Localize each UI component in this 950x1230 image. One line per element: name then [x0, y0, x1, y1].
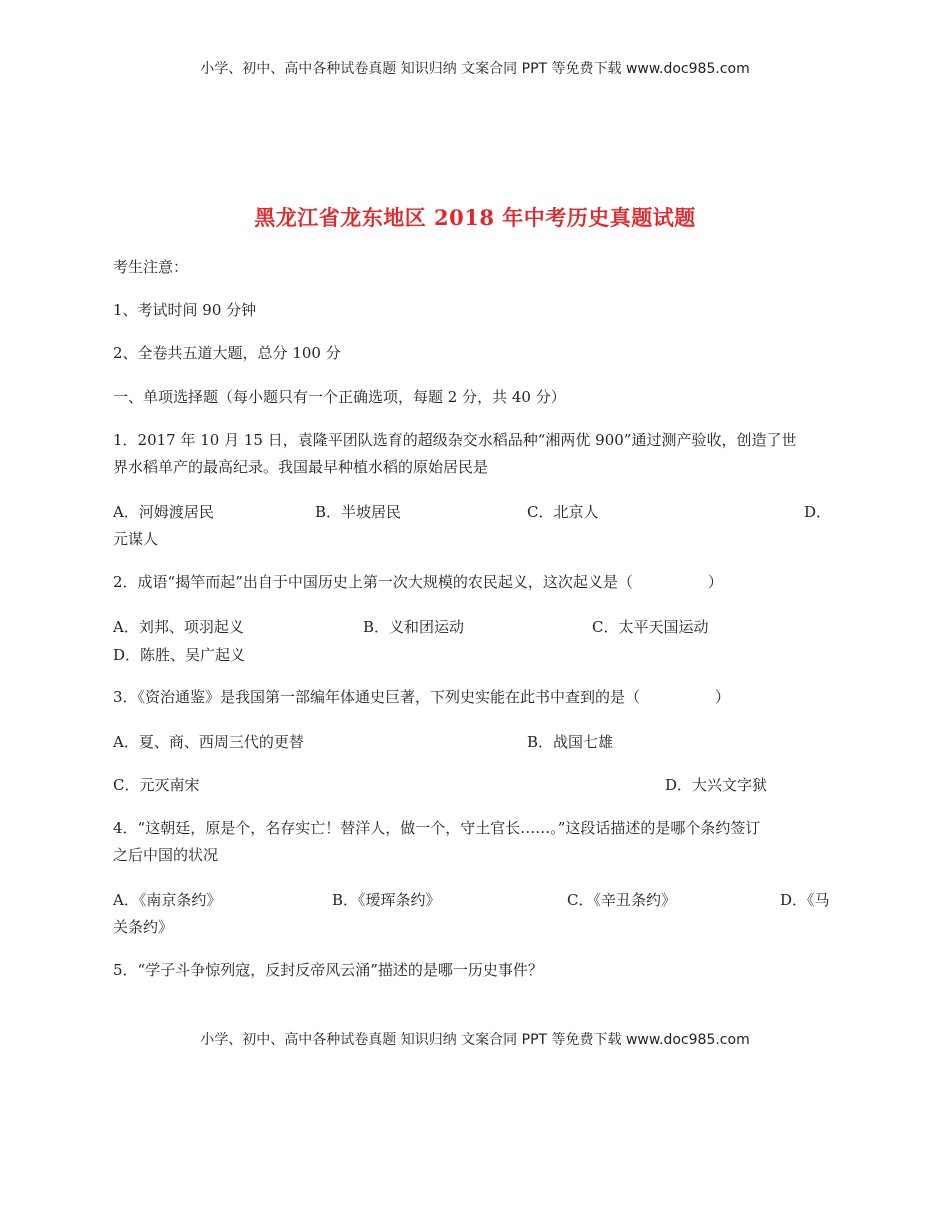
q5-stem: 5．“学子斗争惊列寇，反封反帝风云涌”描述的是哪一历史事件？ [113, 961, 543, 979]
q4-option-b: B．《瑷珲条约》 [332, 891, 441, 909]
q2-stem: 2．成语“揭竿而起”出自于中国历史上第一次大规模的农民起义，这次起义是（ ） [113, 573, 723, 591]
q1-option-d-label: D． [804, 503, 832, 521]
page-header: 小学、初中、高中各种试卷真题 知识归纳 文案合同 PPT 等免费下载 www.doc985.com [200, 61, 750, 77]
q4-option-a: A．《南京条约》 [113, 891, 222, 909]
page-footer: 小学、初中、高中各种试卷真题 知识归纳 文案合同 PPT 等免费下载 www.doc985.com [200, 1032, 750, 1048]
q3-option-b: B．战国七雄 [527, 733, 614, 751]
notice-item-score: 2、全卷共五道大题，总分 100 分 [113, 344, 341, 362]
q2-option-b: B．义和团运动 [363, 618, 465, 636]
q4-stem-line2: 之后中国的状况 [113, 846, 219, 864]
q1-option-b: B．半坡居民 [315, 503, 402, 521]
q4-option-d-text: 关条约》 [113, 918, 174, 936]
q2-option-d: D．陈胜、吴广起义 [113, 646, 246, 664]
q3-option-c: C．元灭南宋 [113, 776, 200, 794]
q1-stem-line2: 界水稻单产的最高纪录。我国最早种植水稻的原始居民是 [113, 458, 489, 476]
section-heading: 一、单项选择题（每小题只有一个正确选项，每题 2 分，共 40 分） [113, 388, 566, 406]
q1-stem-line1: 1．2017 年 10 月 15 日，袁隆平团队选育的超级杂交水稻品种“湘两优 900”通过测产验收，创造了世 [113, 431, 797, 449]
q2-option-c: C．太平天国运动 [592, 618, 709, 636]
q4-stem-line1: 4．“这朝廷，原是个，名存实亡！替洋人，做一个，守土官长……。”这段话描述的是哪个条约签订 [113, 819, 761, 837]
q4-option-c: C．《辛丑条约》 [567, 891, 676, 909]
q4-option-d-label: D．《马 [780, 891, 830, 909]
q2-option-a: A．刘邦、项羽起义 [113, 618, 244, 636]
q3-option-a: A．夏、商、西周三代的更替 [113, 733, 304, 751]
q1-option-c: C．北京人 [527, 503, 599, 521]
q3-option-d: D．大兴文字狱 [665, 776, 768, 794]
notice-heading: 考生注意： [113, 258, 189, 276]
notice-item-time: 1、考试时间 90 分钟 [113, 301, 257, 319]
page-title: 黑龙江省龙东地区 2018 年中考历史真题试题 [254, 205, 696, 230]
q1-option-d-text: 元谋人 [113, 530, 159, 548]
q3-stem: 3．《资治通鉴》是我国第一部编年体通史巨著，下列史实能在此书中查到的是（ ） [113, 688, 731, 706]
q1-option-a: A．河姆渡居民 [113, 503, 214, 521]
